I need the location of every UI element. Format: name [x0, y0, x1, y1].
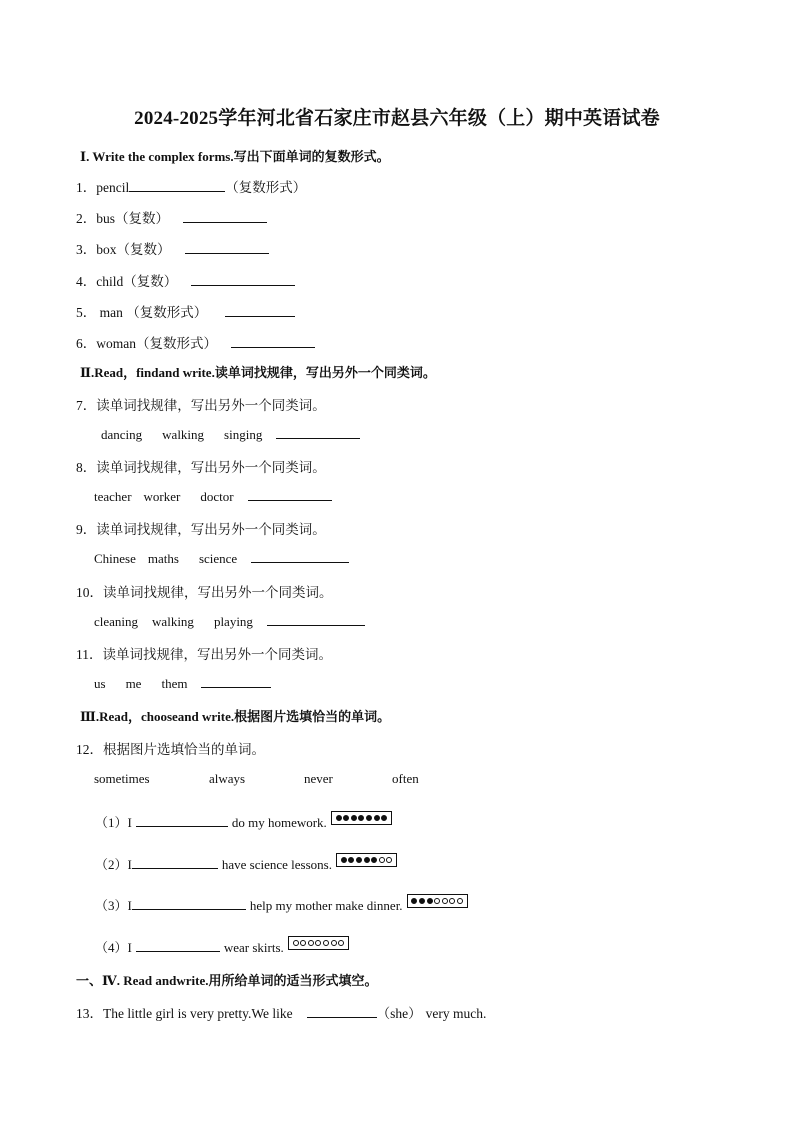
section-2-heading: Ⅱ.Read，findand write.读单词找规律，写出另外一个同类词。 — [80, 365, 436, 380]
question-8 — [76, 456, 326, 476]
question-hint: （she） — [376, 1006, 422, 1021]
question-text: 读单词找规律，写出另外一个同类词。 — [96, 522, 326, 537]
question-9 — [76, 518, 326, 538]
word: Chinese — [94, 551, 136, 566]
question-1 — [76, 176, 306, 196]
question-number: 12． — [76, 742, 103, 757]
answer-blank[interactable] — [201, 675, 271, 688]
answer-blank[interactable] — [267, 613, 365, 626]
sub-text: wear skirts. — [223, 940, 284, 955]
empty-dot — [293, 940, 299, 946]
word: walking — [162, 427, 205, 442]
sub-label: （2）I — [95, 857, 132, 872]
frequency-dots — [331, 811, 392, 825]
question-7-words — [101, 426, 360, 443]
empty-dot — [338, 940, 344, 946]
filled-dot — [381, 815, 387, 821]
answer-blank[interactable] — [129, 179, 225, 192]
question-note: （复数形式） — [225, 180, 307, 195]
filled-dot — [358, 815, 364, 821]
word: dancing — [101, 427, 143, 442]
sub-text: do my homework. — [231, 815, 327, 830]
sub-label: （4）I — [95, 940, 132, 955]
filled-dot — [356, 857, 362, 863]
sub-label: （1）I — [95, 815, 132, 830]
section-1-heading: Ⅰ. Write the complex forms.写出下面单词的复数形式。 — [80, 149, 390, 164]
empty-dot — [457, 898, 463, 904]
question-5 — [76, 301, 295, 321]
answer-blank[interactable] — [136, 814, 228, 827]
question-number: 1． — [76, 180, 97, 195]
empty-dot — [449, 898, 455, 904]
page-title: 2024-2025学年河北省石家庄市赵县六年级（上）期中英语试卷 — [134, 108, 660, 129]
question-8-words — [94, 488, 332, 505]
question-text: very much. — [425, 1006, 487, 1021]
section-3-heading: Ⅲ.Read，chooseand write.根据图片选填恰当的单词。 — [80, 709, 391, 724]
answer-blank[interactable] — [276, 426, 360, 439]
filled-dot — [351, 815, 357, 821]
option-word: often — [392, 771, 419, 786]
word: singing — [224, 427, 263, 442]
question-text: bus（复数） — [96, 211, 170, 226]
answer-blank[interactable] — [231, 335, 315, 348]
question-12-sub-3 — [95, 895, 468, 914]
question-number: 2． — [76, 211, 97, 226]
question-text: 读单词找规律，写出另外一个同类词。 — [103, 585, 333, 600]
question-number: 9． — [76, 522, 97, 537]
answer-blank[interactable] — [132, 897, 246, 910]
question-text: 读单词找规律，写出另外一个同类词。 — [96, 398, 326, 413]
question-number: 4． — [76, 274, 97, 289]
question-number: 7． — [76, 398, 97, 413]
word: us — [94, 676, 106, 691]
word: playing — [213, 614, 253, 629]
question-text: 读单词找规律，写出另外一个同类词。 — [96, 460, 326, 475]
answer-blank[interactable] — [307, 1005, 377, 1018]
word: walking — [152, 614, 194, 629]
question-number: 3． — [76, 242, 97, 257]
question-6 — [76, 332, 315, 352]
filled-dot — [366, 815, 372, 821]
question-text: child（复数） — [96, 274, 178, 289]
question-3 — [76, 238, 269, 258]
empty-dot — [308, 940, 314, 946]
frequency-dots — [407, 894, 468, 908]
word: maths — [147, 551, 179, 566]
option-word: always — [209, 771, 246, 786]
question-number: 13． — [76, 1006, 103, 1021]
empty-dot — [323, 940, 329, 946]
sub-text: help my mother make dinner. — [249, 898, 403, 913]
filled-dot — [343, 815, 349, 821]
section-4-heading: 一、Ⅳ. Read andwrite.用所给单词的适当形式填空。 — [76, 973, 378, 988]
empty-dot — [331, 940, 337, 946]
empty-dot — [434, 898, 440, 904]
question-10 — [76, 581, 333, 601]
answer-blank[interactable] — [225, 304, 295, 317]
word: cleaning — [94, 614, 139, 629]
question-text: pencil — [96, 180, 130, 195]
sub-text: have science lessons. — [221, 857, 332, 872]
question-number: 5． — [76, 305, 97, 320]
question-13 — [76, 1002, 486, 1022]
filled-dot — [427, 898, 433, 904]
answer-blank[interactable] — [183, 210, 267, 223]
filled-dot — [348, 857, 354, 863]
question-text: box（复数） — [96, 242, 171, 257]
question-text: woman（复数形式） — [96, 336, 217, 351]
empty-dot — [386, 857, 392, 863]
empty-dot — [442, 898, 448, 904]
word: teacher — [94, 489, 132, 504]
option-word: sometimes — [94, 771, 150, 786]
question-text: 读单词找规律，写出另外一个同类词。 — [102, 647, 332, 662]
answer-blank[interactable] — [248, 488, 332, 501]
question-number: 11． — [76, 647, 103, 662]
question-text: 根据图片选填恰当的单词。 — [103, 742, 265, 757]
word: them — [161, 676, 188, 691]
answer-blank[interactable] — [191, 273, 295, 286]
filled-dot — [374, 815, 380, 821]
filled-dot — [419, 898, 425, 904]
filled-dot — [371, 857, 377, 863]
question-11-words — [94, 675, 271, 692]
empty-dot — [379, 857, 385, 863]
frequency-dots — [288, 936, 349, 950]
question-12-sub-1 — [95, 812, 392, 831]
word: science — [198, 551, 238, 566]
filled-dot — [411, 898, 417, 904]
option-word: never — [304, 771, 333, 786]
answer-blank[interactable] — [136, 939, 220, 952]
question-number: 6． — [76, 336, 97, 351]
question-11 — [76, 643, 332, 663]
question-10-words — [94, 613, 365, 630]
filled-dot — [341, 857, 347, 863]
word: doctor — [200, 489, 234, 504]
question-4 — [76, 270, 295, 290]
frequency-dots — [336, 853, 397, 867]
sub-label: （3）I — [95, 898, 132, 913]
question-number: 8． — [76, 460, 97, 475]
question-12 — [76, 738, 265, 758]
question-7 — [76, 394, 326, 414]
question-text: man （复数形式） — [96, 305, 208, 320]
question-12-sub-2 — [95, 854, 397, 873]
empty-dot — [300, 940, 306, 946]
question-number: 10． — [76, 585, 103, 600]
question-2 — [76, 207, 267, 227]
word: worker — [143, 489, 181, 504]
answer-blank[interactable] — [251, 550, 349, 563]
answer-blank[interactable] — [132, 856, 218, 869]
empty-dot — [315, 940, 321, 946]
filled-dot — [364, 857, 370, 863]
question-12-sub-4 — [95, 937, 349, 956]
word: me — [125, 676, 142, 691]
answer-blank[interactable] — [185, 241, 269, 254]
question-text: The little girl is very pretty.We like — [103, 1006, 293, 1021]
filled-dot — [336, 815, 342, 821]
question-9-words — [94, 550, 349, 567]
